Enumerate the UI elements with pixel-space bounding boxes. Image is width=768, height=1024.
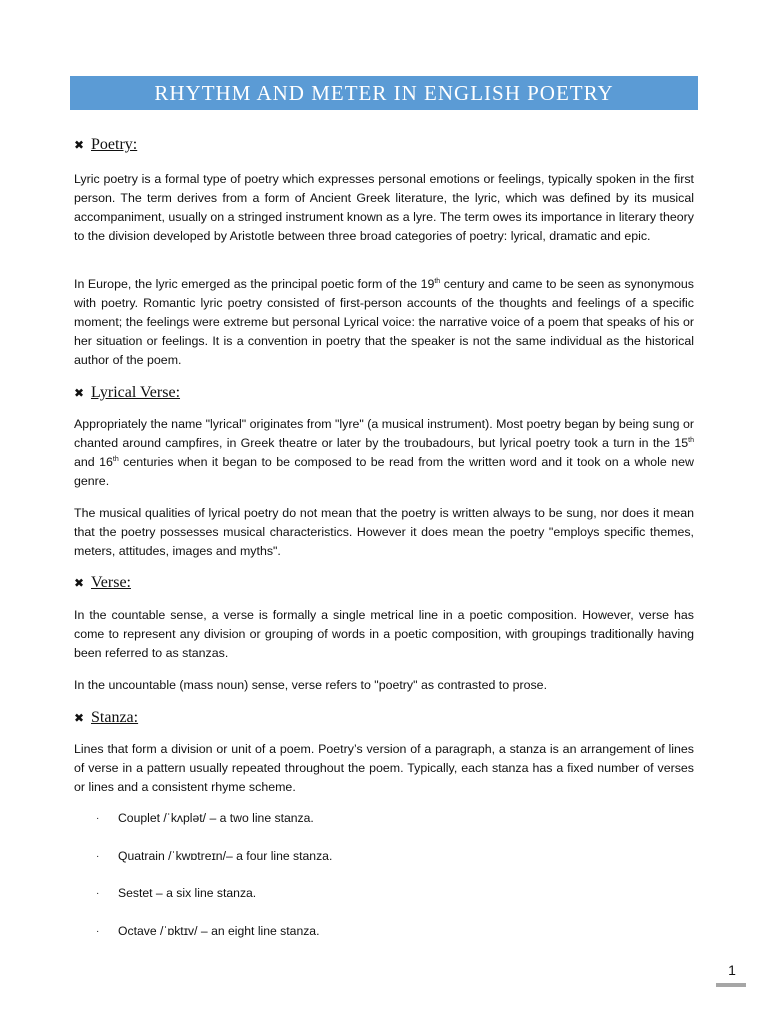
bullet-dot-icon: · [96,850,100,862]
text-run: Appropriately the name "lyrical" originates from "lyre" (a musical instrument). Most poetry began by being sung or chanted around campfires, in Greek theatre or later by the troubadours, but lyrical poetry took a turn in the 15 [74,417,694,450]
bullet-dot-icon: · [96,887,100,899]
list-item-text: Sestet – a six line stanza. [118,886,257,900]
list-item [96,924,319,938]
paragraph: The musical qualities of lyrical poetry do not mean that the poetry is written always to be sung, nor does it mean that the poetry possesses musical characteristics. However it does mean the poetry "employs specific themes, meters, attitudes, images and myths". [74,506,694,558]
section-heading-lyrical-verse [74,384,180,402]
paragraph [74,415,694,491]
bullet-dot-icon: · [96,812,100,824]
page-number-rule [716,983,746,987]
paragraph: Lines that form a division or unit of a poem. Poetry’s version of a paragraph, a stanza is an arrangement of lines of verse in a pattern usually repeated throughout the poem. Typically, each stanza has a fixed number of verses or lines and a consistent rhyme scheme. [74,742,694,794]
paragraph: Lyric poetry is a formal type of poetry which expresses personal emotions or feelings, typically spoken in the first person. The term derives from a form of Ancient Greek literature, the lyric, which was defined by its musical accompaniment, usually on a stringed instrument known as a lyre. The term owes its importance in literary theory to the division developed by Aristotle between three broad categories of poetry: lyrical, dramatic and epic. [74,172,694,243]
section-heading-verse [74,574,131,592]
list-item-text: Quatrain /ˈkwɒtreɪn/– a four line stanza. [118,849,333,863]
page-number: 1 [728,962,736,978]
list-item [96,849,332,863]
text-run: In Europe, the lyric emerged as the principal poetic form of the 19 [74,277,435,291]
cross-bullet-icon: ✖ [74,386,85,400]
list-item-text: Couplet /ˈkʌplət/ – a two line stanza. [118,811,314,825]
superscript: th [688,436,694,444]
list-item [96,811,314,825]
text-run: century and came to be seen as synonymous with poetry. Romantic lyric poetry consisted of first-person accounts of the thoughts and feelings of a specific moment; the feelings were extreme but personal Lyrical voice: the narrative voice of a poem that speaks of his or her situation or feelings. It is a convention in poetry that the speaker is not the same individual as the historical author of the poem. [74,277,694,367]
paragraph [74,275,694,370]
title-banner [70,76,698,110]
page-title: RHYTHM AND METER IN ENGLISH POETRY [154,80,614,105]
text-run: centuries when it began to be composed to be read from the written word and it took on a whole new genre. [74,455,694,488]
cross-bullet-icon: ✖ [74,711,85,725]
superscript: th [434,277,441,285]
superscript: th [112,455,119,463]
section-heading-poetry [74,136,137,154]
heading-label: Stanza: [91,709,139,726]
heading-label: Poetry: [91,136,138,153]
cross-bullet-icon: ✖ [74,138,85,152]
paragraph: In the uncountable (mass noun) sense, verse refers to "poetry" as contrasted to prose. [74,678,548,692]
cross-bullet-icon: ✖ [74,576,85,590]
bullet-dot-icon: · [96,925,100,937]
paragraph: In the countable sense, a verse is formally a single metrical line in a poetic composition. However, verse has come to represent any division or grouping of words in a poetic composition, with groupings traditionally having been referred to as stanzas. [74,608,694,660]
heading-label: Verse: [91,574,131,591]
heading-label: Lyrical Verse: [91,384,181,401]
text-run: and 16 [74,455,113,469]
list-item-text: Octave /ˈɒktɪv/ – an eight line stanza. [118,924,320,938]
list-item [96,886,256,900]
section-heading-stanza [74,709,138,727]
